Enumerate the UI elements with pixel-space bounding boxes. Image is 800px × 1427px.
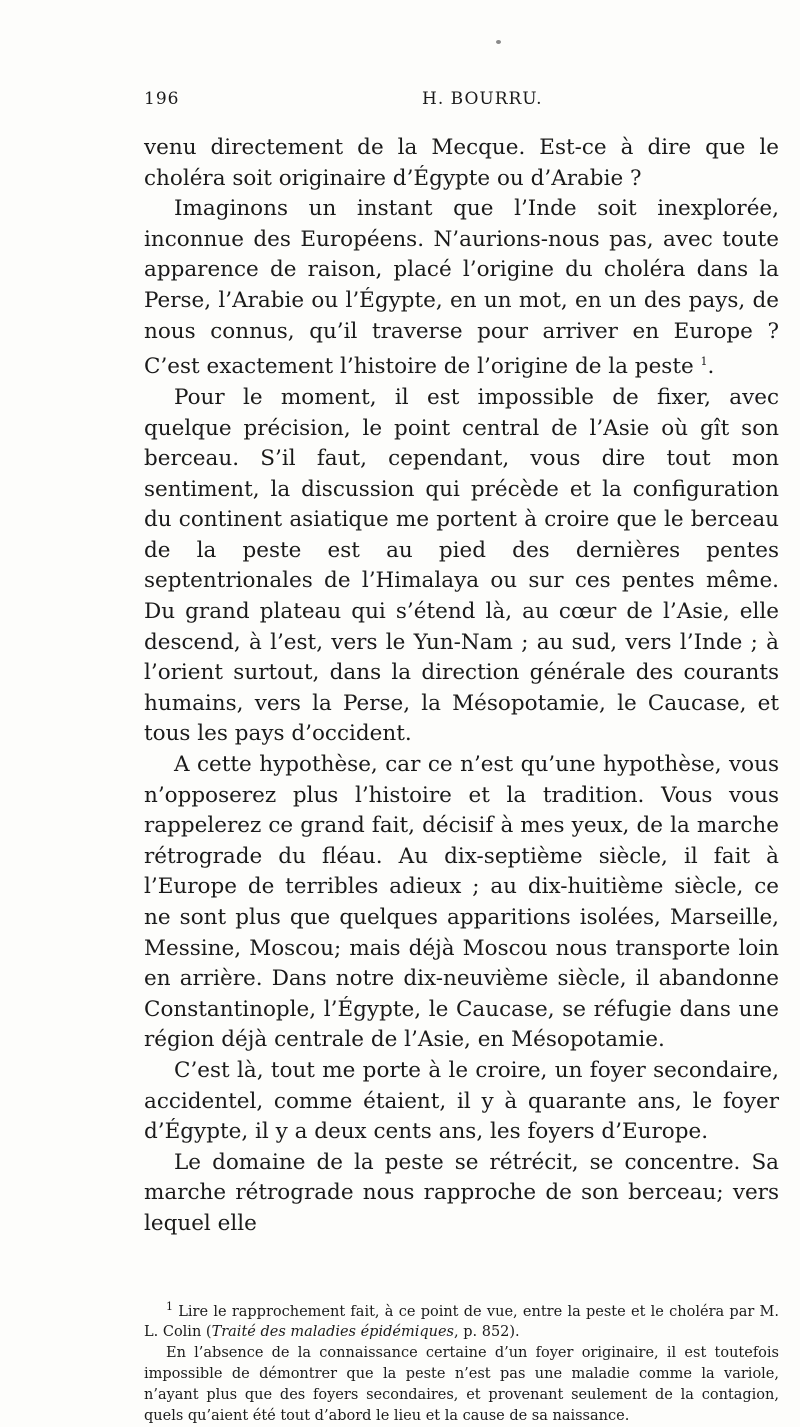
footnote-1-end: , p. 852). (454, 1324, 520, 1341)
paragraph-2-text: Imaginons un instant que l’Inde soit inexplorée, inconnue des Européens. N’aurions-nous pas, avec toute apparence de raison, placé l’origine du choléra dans la Perse, l’Arabie ou l’Égypte, en un mot, en un des pays, de nous connus, qu’il traverse pour arriver en Europe ? C’est exactement l’histoire de l’origine de la peste (144, 196, 779, 380)
paragraph-4: A cette hypothèse, car ce n’est qu’une hypothèse, vous n’opposerez plus l’histoire et la tradition. Vous vous rappelerez ce grand fait, décisif à mes yeux, de la marche rétrograde du fléau. Au dix-septième siècle, il fait à l’Europe de terribles adieux ; au dix-huitième siècle, ce ne sont plus que quelques apparitions isolées, Marseille, Messine, Moscou; mais déjà Moscou nous transporte loin en arrière. Dans notre dix-neuvième siècle, il abandonne Constantinople, l’Égypte, le Caucase, se réfugie dans une région déjà centrale de l’Asie, en Mésopotamie. (144, 752, 779, 1053)
paragraph-6: Le domaine de la peste se rétrécit, se concentre. Sa marche rétrograde nous rapproche de son berceau; vers lequel elle (144, 1149, 779, 1236)
paragraph-1: venu directement de la Mecque. Est-ce à dire que le choléra soit originaire d’Égypte ou d’Arabie ? (144, 135, 779, 191)
footnote-reference: 1 (700, 355, 708, 369)
running-head: H. BOURRU. (422, 89, 543, 109)
book-page (144, 85, 779, 1427)
footnote-1 (144, 1296, 779, 1344)
footnotes (144, 1296, 779, 1427)
footnote-1-text: Lire le rapprochement fait, à ce point de vue, entre la peste et le choléra par M. L. Colin ( (144, 1303, 780, 1341)
paragraph-2: Imaginons un instant que l’Inde soit inexplorée, inconnue des Européens. N’aurions-nous pas, avec toute apparence de raison, placé l’origine du choléra dans la Perse, l’Arabie ou l’Égypte, en un mot, en un des pays, de nous connus, qu’il traverse pour arriver en Europe ? C’est exactement l’histoire de l’origine de la peste $^1$. (144, 196, 779, 380)
page-number: 196 (144, 89, 180, 109)
footnote-1-marker: 1 (166, 1299, 173, 1313)
paragraph-5: C’est là, tout me porte à le croire, un foyer secondaire, accidentel, comme étaient, il y à quarante ans, le foyer d’Égypte, il y a deux cents ans, les foyers d’Europe. (144, 1057, 779, 1145)
footnote-1-title: Traité des maladies épidémiques (211, 1324, 454, 1341)
scan-speck (496, 40, 501, 44)
body-text (144, 133, 779, 1240)
footnote-2: En l’absence de la connaissance certaine d’un foyer originaire, il est toutefois impossible de démontrer que la peste n’est pas une maladie comme la variole, n’ayant plus que des foyers secondaires, et provenant seulement de la contagion, quels qu’aient été tout d’abord le lieu et la cause de sa naissance. (144, 1345, 779, 1425)
paragraph-3: Pour le moment, il est impossible de fixer, avec quelque précision, le point central de l’Asie où gît son berceau. S’il faut, cependant, vous dire tout mon sentiment, la discussion qui précède et la configuration du continent asiatique me portent à croire que le berceau de la peste est au pied des dernières pentes septentrionales de l’Himalaya ou sur ces pentes même. Du grand plateau qui s’étend là, au cœur de l’Asie, elle descend, à l’est, vers le Yun-Nam ; au sud, vers l’Inde ; à l’orient surtout, dans la direction générale des courants humains, vers la Perse, la Mésopotamie, le Caucase, et tous les pays d’occident. (144, 384, 779, 747)
page-header (144, 85, 779, 115)
